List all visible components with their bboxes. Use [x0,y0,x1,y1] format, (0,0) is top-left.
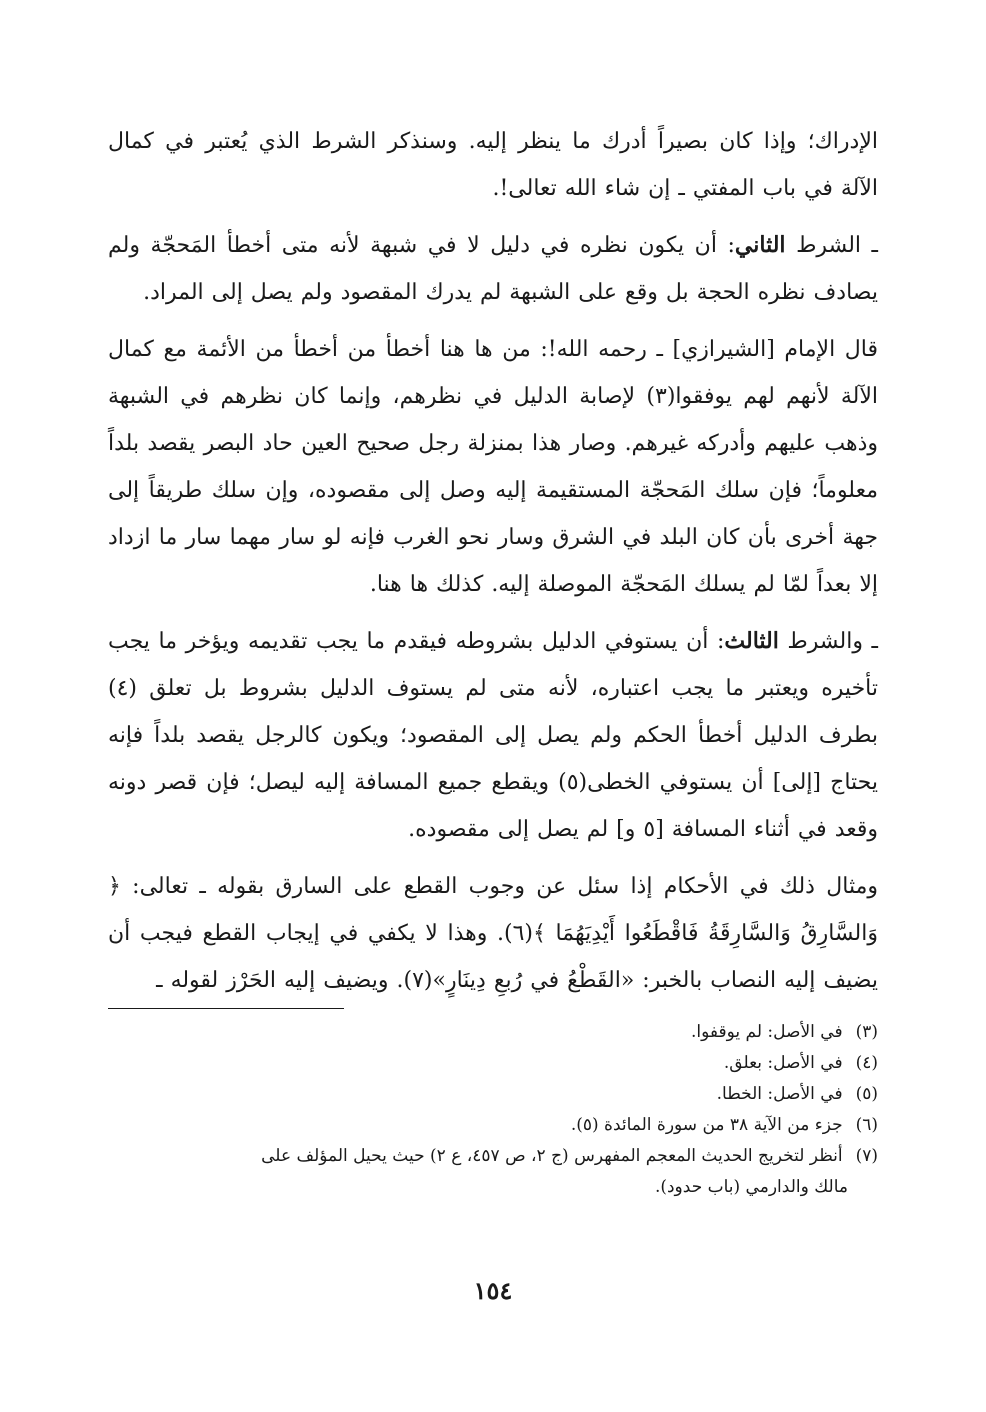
footnote-6 [108,1110,878,1141]
footnote-6-number: (٦) [855,1115,878,1135]
footnotes [108,1017,878,1203]
footnote-4-text: في الأصل: بعلق. [723,1053,843,1073]
page-body [108,118,878,1203]
footnote-7-continuation [108,1172,878,1203]
page-number: ١٥٤ [473,1276,513,1305]
paragraph-4-bold: الثالث [724,628,779,654]
paragraph-3 [108,326,878,608]
footnote-3-number: (٣) [855,1022,878,1042]
footnote-3-text: في الأصل: لم يوقفوا. [690,1022,843,1042]
footnote-3 [108,1017,878,1048]
footnote-6-text: جزء من الآية ٣٨ من سورة المائدة (٥). [570,1115,843,1135]
footnote-4-number: (٤) [855,1053,878,1073]
footnote-5-number: (٥) [855,1084,878,1104]
paragraph-1-text: الإدراك؛ وإذا كان بصيراً أدرك ما ينظر إليه. وسنذكر الشرط الذي يُعتبر في كمال الآلة في باب المفتي ـ إن شاء الله تعالى!. [108,129,878,201]
footnote-7-number: (٧) [855,1146,878,1166]
paragraph-2-lead: ـ الشرط [785,233,879,258]
paragraph-4-lead: ـ والشرط [778,629,879,654]
footnote-7-continuation-text: مالك والدارمي (باب حدود). [654,1177,848,1197]
paragraph-2-bold: الثاني [734,232,786,258]
footnote-5 [108,1079,878,1110]
paragraph-5-text: ومثال ذلك في الأحكام إذا سئل عن وجوب القطع على السارق بقوله ـ تعالى: ﴿ وَالسَّارِقُ وَالسَّارِقَةُ فَاقْطَعُوا أَيْدِيَهُمَا ﴾(٦). وهذا لا يكفي في إيجاب القطع فيجب أن يضيف إليه النصاب بالخبر: «القَطْعُ في رُبعِ دِينَارٍ»(٧). ويضيف إليه الحَرْز لقوله ـ [108,874,878,993]
footnote-7-text: أنظر لتخريج الحديث المعجم المفهرس (ج ٢، ص ٤٥٧، ع ٢) حيث يحيل المؤلف على [261,1146,843,1166]
paragraph-5 [108,863,878,1004]
paragraph-2-rest: : أن يكون نظره في دليل لا في شبهة لأنه متى أخطأ المَحجّة ولم يصادف نظره الحجة بل وقع على الشبهة لم يدرك المقصود ولم يصل إلى المراد. [108,233,878,305]
footnote-5-text: في الأصل: الخطا. [716,1084,843,1104]
paragraph-4 [108,618,878,853]
footnote-7 [108,1141,878,1172]
paragraph-1 [108,118,878,212]
footnote-4 [108,1048,878,1079]
paragraph-2 [108,222,878,316]
paragraph-4-rest: : أن يستوفي الدليل بشروطه فيقدم ما يجب تقديمه ويؤخر ما يجب تأخيره ويعتبر ما يجب اعتباره، لأنه متى لم يستوف الدليل بشروط بل تعلق (٤) بطرف الدليل أخطأ الحكم ولم يصل إلى المقصود؛ ويكون كالرجل يقصد بلداً فإنه يحتاج [إلى] أن يستوفي الخطى(٥) ويقطع جميع المسافة إليه ليصل؛ فإن قصر دونه وقعد في أثناء المسافة [٥ و] لم يصل إلى مقصوده. [108,629,878,842]
paragraph-3-text: قال الإمام [الشيرازي] ـ رحمه الله!: من ها هنا أخطأ من أخطأ من الأئمة مع كمال الآلة لأنهم لهم يوفقوا(٣) لإصابة الدليل في نظرهم، وإنما كان نظرهم في الشبهة وذهب عليهم وأدركه غيرهم. وصار هذا بمنزلة رجل صحيح العين حاد البصر يقصد بلداً معلوماً؛ فإن سلك المَحجّة المستقيمة إليه وصل إلى مقصوده، وإن سلك طريقاً إلى جهة أخرى بأن كان البلد في الشرق وسار نحو الغرب فإنه لو سار مهما سار ما ازداد إلا بعداً لمّا لم يسلك المَحجّة الموصلة إليه. كذلك ها هنا. [108,337,878,597]
footnote-divider [108,1008,344,1009]
